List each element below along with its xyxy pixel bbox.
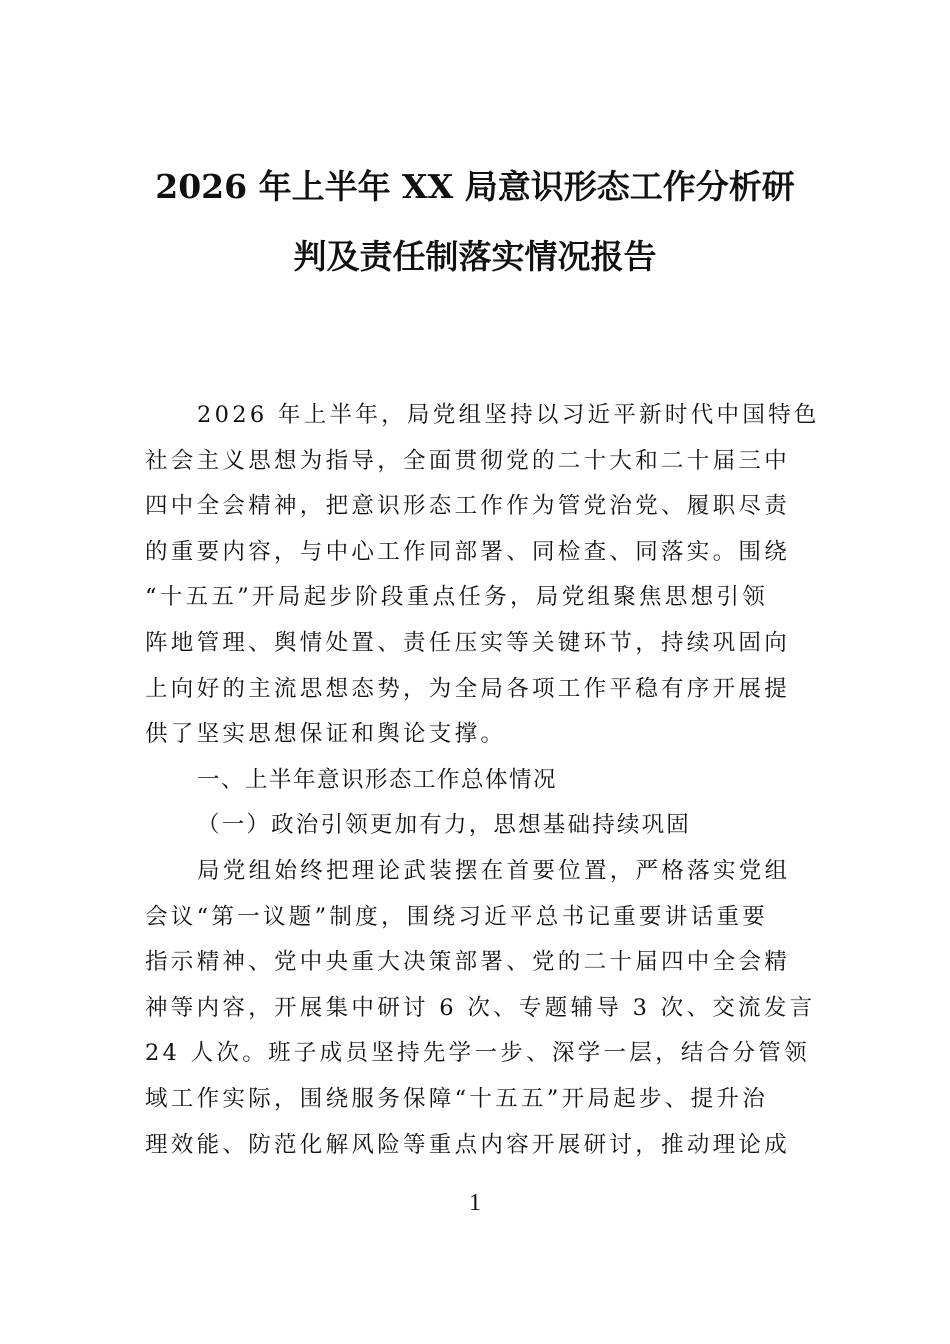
paragraph-line: 社会主义思想为指导，全面贯彻党的二十大和二十届三中: [145, 447, 791, 474]
paragraph-line: 供了坚实思想保证和舆论支撑。: [145, 721, 507, 748]
paragraph-line: 2026 年上半年，局党组坚持以习近平新时代中国特色: [197, 402, 820, 428]
paragraph-line: 神等内容，开展集中研讨 6 次、专题辅导 3 次、交流发言: [145, 994, 816, 1021]
paragraph-line: 域工作实际，围绕服务保障“十五五”开局起步、提升治: [145, 1085, 769, 1112]
page-number: 1: [469, 1190, 481, 1216]
document-body: [145, 393, 820, 1168]
paragraph-line: “十五五”开局起步阶段重点任务，局党组聚焦思想引领: [145, 584, 769, 611]
title-line-2: 判及责任制落实情况报告: [293, 237, 657, 276]
paragraph-line: 的重要内容，与中心工作同部署、同检查、同落实。围绕: [145, 538, 791, 565]
paragraph-line: 理效能、防范化解风险等重点内容开展研讨，推动理论成: [145, 1131, 791, 1158]
title-line-1: 2026 年上半年 XX 局意识形态工作分析研: [155, 167, 795, 206]
paragraph-line: 上向好的主流思想态势，为全局各项工作平稳有序开展提: [145, 675, 791, 702]
section-heading: 一、上半年意识形态工作总体情况: [197, 766, 558, 793]
paragraph-line: 四中全会精神，把意识形态工作作为管党治党、履职尽责: [145, 493, 791, 520]
paragraph-line: 会议“第一议题”制度，围绕习近平总书记重要讲话重要: [145, 903, 769, 930]
paragraph-line: 局党组始终把理论武装摆在首要位置，严格落实党组: [197, 857, 791, 884]
paragraph-line: 阵地管理、舆情处置、责任压实等关键环节，持续巩固向: [145, 629, 791, 656]
document-title: [145, 152, 805, 292]
paragraph-line: 指示精神、党中央重大决策部署、党的二十届四中全会精: [145, 949, 791, 976]
subsection-heading: （一）政治引领更加有力，思想基础持续巩固: [197, 812, 692, 839]
paragraph-line: 24 人次。班子成员坚持先学一步、深学一层，结合分管领: [145, 1040, 810, 1067]
